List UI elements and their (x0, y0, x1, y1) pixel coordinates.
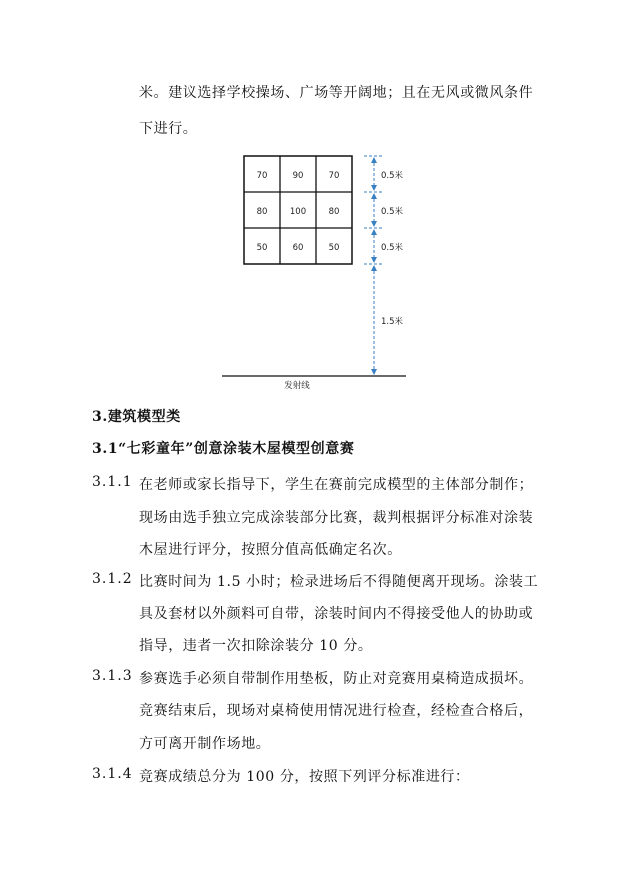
spacing-label: 0.5米 (381, 243, 404, 253)
clause-line: 木屋进行评分，按照分值高低确定名次。 (139, 542, 402, 558)
clause-line: 指导，违者一次扣除涂装分 10 分。 (139, 638, 373, 654)
clause-line: 参赛选手必须自带制作用垫板，防止对竞赛用桌椅造成损坏。 (139, 671, 534, 687)
clause-number: 3.1.3 (92, 668, 133, 684)
spacing-label: 0.5米 (381, 207, 404, 217)
grid-cell: 80 (256, 207, 268, 217)
clause-line: 比赛时间为 1.5 小时；检录进场后不得随便离开现场。涂装工 (139, 574, 539, 590)
clause-line: 具及套材以外颜料可自带，涂装时间内不得接受他人的协助或 (139, 606, 534, 622)
grid-cell: 100 (289, 207, 307, 217)
arrowhead-icon (371, 369, 377, 375)
arrowhead-icon (371, 193, 377, 199)
clause-line: 方可离开制作场地。 (139, 736, 271, 752)
section-heading: 3.建筑模型类 (92, 409, 181, 425)
arrowhead-icon (371, 221, 377, 227)
target-grid-diagram (0, 0, 620, 400)
launch-line-label: 发射线 (284, 381, 310, 391)
section-subheading: 3.1“七彩童年”创意涂装木屋模型创意赛 (92, 441, 355, 457)
arrowhead-icon (371, 185, 377, 191)
arrowhead-icon (371, 257, 377, 263)
clause-line: 在老师或家长指导下，学生在赛前完成模型的主体部分制作； (139, 477, 534, 493)
distance-label: 1.5米 (381, 317, 404, 327)
grid-cell: 70 (328, 171, 340, 181)
clause-number: 3.1.2 (92, 571, 133, 587)
spacing-label: 0.5米 (381, 171, 404, 181)
clause-line: 现场由选手独立完成涂装部分比赛，裁判根据评分标准对涂装 (139, 510, 534, 526)
arrowhead-icon (371, 265, 377, 271)
clause-number: 3.1.4 (92, 766, 133, 782)
grid-cell: 90 (292, 171, 304, 181)
intro-line-1: 米。建议选择学校操场、广场等开阔地；且在无风或微风条件 (139, 85, 534, 101)
grid-cell: 60 (292, 243, 304, 253)
clause-line: 竞赛结束后，现场对桌椅使用情况进行检查，经检查合格后， (139, 703, 534, 719)
clause-line: 竞赛成绩总分为 100 分，按照下列评分标准进行： (139, 769, 470, 785)
grid-cell: 50 (328, 243, 340, 253)
arrowhead-icon (371, 157, 377, 163)
grid-cell: 50 (256, 243, 268, 253)
grid-cell: 80 (328, 207, 340, 217)
intro-line-2: 下进行。 (139, 121, 198, 137)
grid-cell: 70 (256, 171, 268, 181)
arrowhead-icon (371, 229, 377, 235)
clause-number: 3.1.1 (92, 474, 133, 490)
